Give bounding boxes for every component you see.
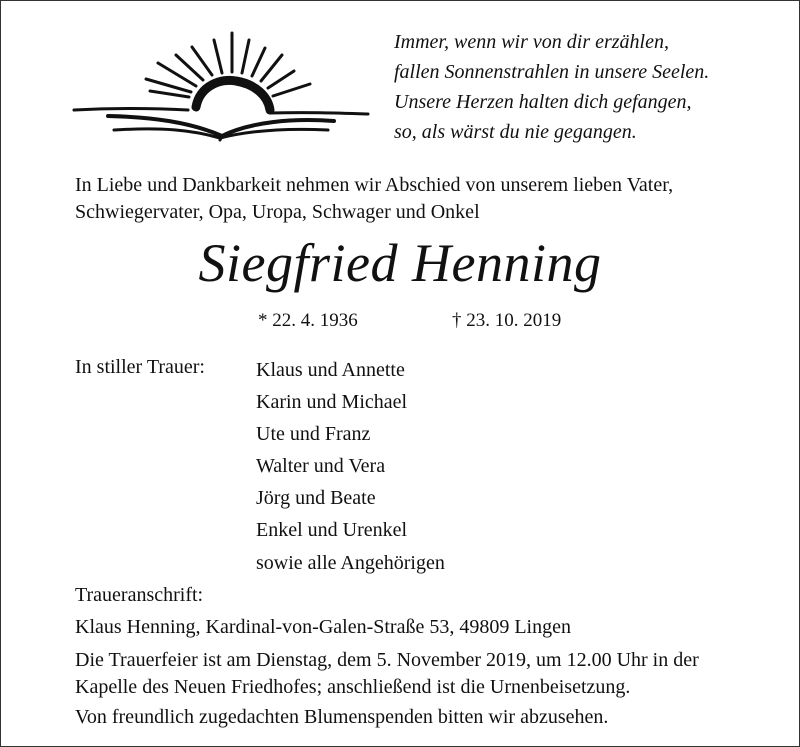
memorial-poem <box>394 27 709 147</box>
poem-line: Unsere Herzen halten dich gefangen, <box>394 91 692 113</box>
flowers-request: Von freundlich zugedachten Blumenspenden bitten wir abzusehen. <box>75 706 609 728</box>
poem-line: fallen Sonnenstrahlen in unsere Seelen. <box>394 61 710 83</box>
mourning-address: Klaus Henning, Kardinal-von-Galen-Straße 53, 49809 Lingen <box>75 616 571 638</box>
address-label: Traueranschrift: <box>75 584 204 606</box>
poem-line: Immer, wenn wir von dir erzählen, <box>394 31 669 53</box>
mourner-entry: Enkel und Urenkel <box>256 519 408 542</box>
birth-date: * 22. 4. 1936 <box>258 310 358 331</box>
intro-line: Schwiegervater, Opa, Uropa, Schwager und Onkel <box>75 201 480 223</box>
intro-line: In Liebe und Dankbarkeit nehmen wir Abschied von unserem lieben Vater, <box>75 174 674 196</box>
mourners-list <box>256 354 445 579</box>
poem-line: so, als wärst du nie gegangen. <box>394 121 637 143</box>
mourner-entry: Karin und Michael <box>256 391 408 414</box>
mourner-entry: sowie alle Angehörigen <box>256 551 445 574</box>
intro-text <box>75 172 673 226</box>
mourner-entry: Jörg und Beate <box>256 487 376 510</box>
mourner-entry: Walter und Vera <box>256 455 386 478</box>
funeral-ceremony-info: Die Trauerfeier ist am Dienstag, dem 5. November 2019, um 12.00 Uhr in der Kapelle des Neuen Friedhofes; anschließend ist die Urnenbeisetzung. <box>75 649 699 698</box>
mourner-entry: Ute und Franz <box>256 423 371 446</box>
deceased-name: Siegfried Henning <box>198 233 602 293</box>
mourning-label: In stiller Trauer: <box>75 356 205 378</box>
sunset-illustration <box>72 18 372 143</box>
mourner-entry: Klaus und Annette <box>256 359 405 381</box>
death-date: † 23. 10. 2019 <box>452 310 562 331</box>
